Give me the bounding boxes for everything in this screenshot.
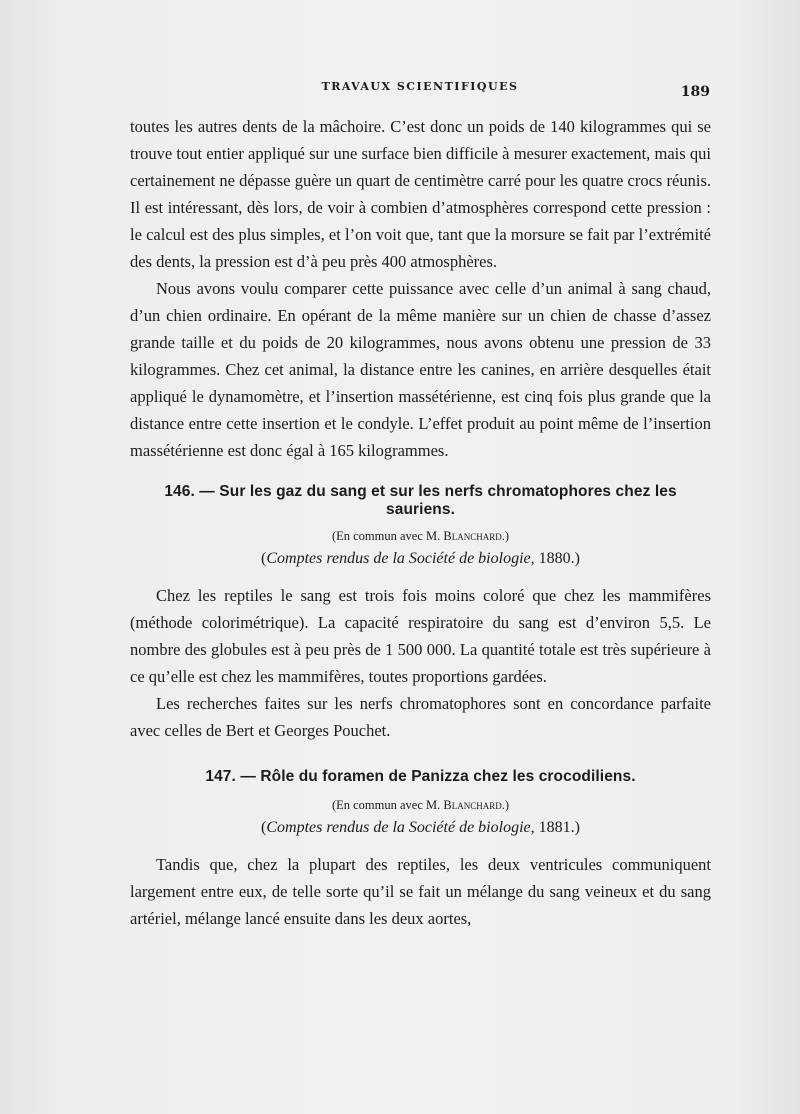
body-text <box>130 113 711 932</box>
section-147-source: (Comptes rendus de la Société de biologie, 1881.) <box>261 819 580 836</box>
section-146-title: 146. — Sur les gaz du sang et sur les nerfs chromatophores chez les sauriens. <box>164 483 677 518</box>
paragraph: Tandis que, chez la plupart des reptiles, les deux ventricules communiquent largement entre eux, de telle sorte qu’il se fait un mélange du sang veineux et du sang artériel, mélange lancé ensuite dans les deux aortes, <box>130 855 711 928</box>
section-147-title: 147. — Rôle du foramen de Panizza chez les crocodiliens. <box>205 768 636 785</box>
running-title: TRAVAUX SCIENTIFIQUES <box>321 80 519 93</box>
paragraph: Chez les reptiles le sang est trois fois moins coloré que chez les mammifères (méthode colorimétrique). La capacité respiratoire du sang est d’environ 5,5. Le nombre des globules est à peu près de 1 500 000. La quantité totale est très supérieure à ce qu’elle est chez les mammifères, toutes proportions gardées. <box>130 586 711 686</box>
section-147-collaboration: (En commun avec M. Blanchard.) <box>331 798 510 812</box>
running-head <box>130 80 710 100</box>
paragraph: Nous avons voulu comparer cette puissance avec celle d’un animal à sang chaud, d’un chien ordinaire. En opérant de la même manière sur un chien de chasse d’assez grande taille et du poids de 20 kilogrammes, nous avons obtenu une pression de 33 kilogrammes. Chez cet animal, la distance entre les canines, en arrière desquelles était appliqué le dynamomètre, et l’insertion massétérienne, est cinq fois plus grande que la distance entre cette insertion et le condyle. L’effet produit au point même de l’insertion massétérienne est donc égal à 165 kilogrammes. <box>130 279 711 460</box>
paragraph: Les recherches faites sur les nerfs chromatophores sont en concordance parfaite avec celles de Bert et Georges Pouchet. <box>130 694 711 740</box>
section-146-source: (Comptes rendus de la Société de biologie, 1880.) <box>261 550 580 567</box>
page-number: 189 <box>680 84 710 100</box>
paragraph-continued: toutes les autres dents de la mâchoire. C’est donc un poids de 140 kilogrammes qui se trouve tout entier appliqué sur une surface bien difficile à mesurer exactement, mais qui certainement ne dépasse guère un quart de centimètre carré pour les quatre crocs réunis. Il est intéressant, dès lors, de voir à combien d’atmosphères correspond cette pression : le calcul est des plus simples, et l’on voit que, tant que la morsure se fait par l’extrémité des dents, la pression est d’à peu près 400 atmosphères. <box>130 117 711 271</box>
section-146-collaboration: (En commun avec M. Blanchard.) <box>331 529 510 543</box>
